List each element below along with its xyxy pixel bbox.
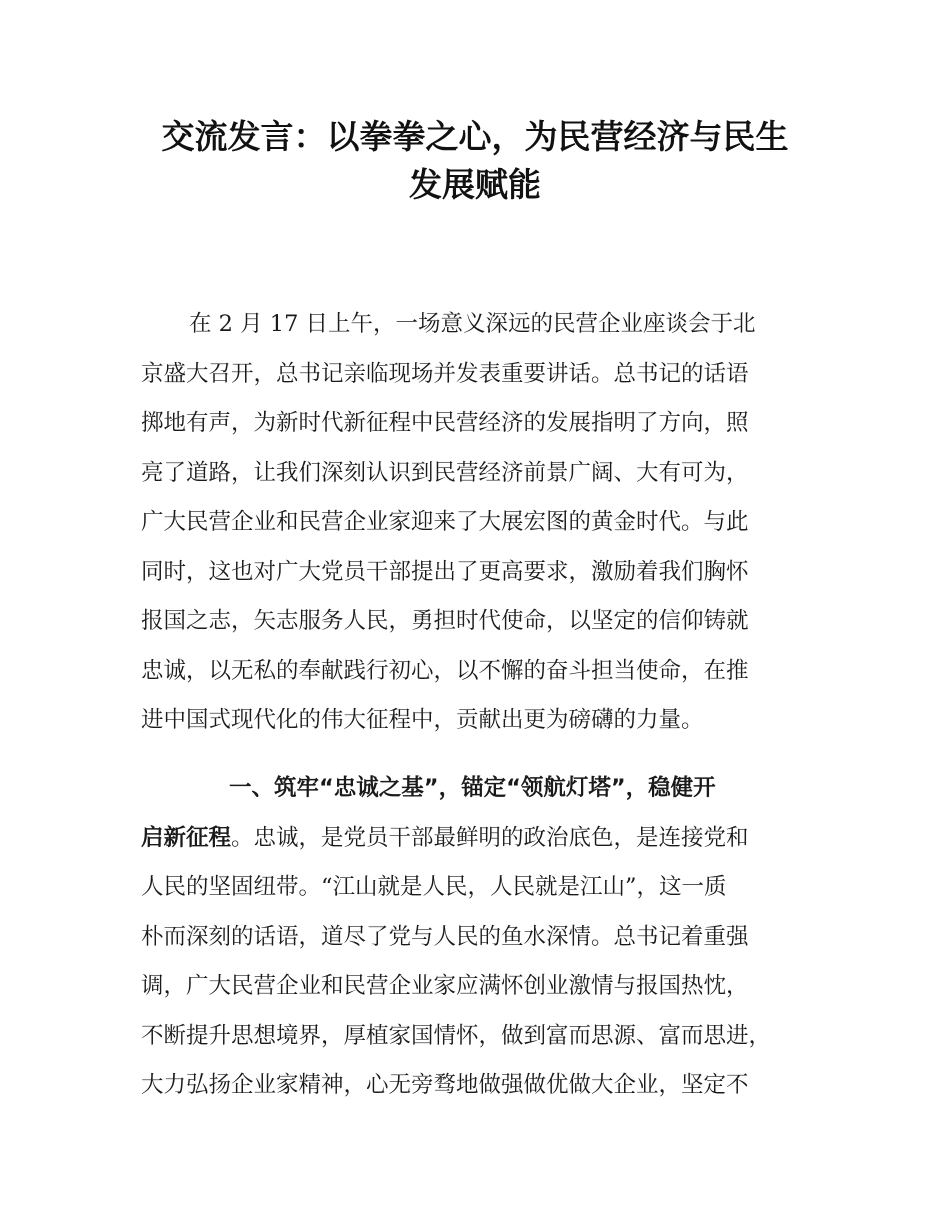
paragraph-line: 朴而深刻的话语，道尽了党与人民的鱼水深情。总书记着重强: [141, 923, 749, 950]
paragraph-line: 大力弘扬企业家精神，心无旁骛地做强做优做大企业，坚定不: [141, 1072, 749, 1098]
section-1-heading-end: 启新征程: [141, 824, 232, 851]
paragraph-line: [141, 814, 831, 864]
paragraph-line: 同时，这也对广大党员干部提出了更高要求，激励着我们胸怀: [141, 558, 749, 585]
title-line-2: 发展赋能: [409, 165, 541, 204]
paragraph-line: 在 2 月 17 日上午，一场意义深远的民营企业座谈会于北: [189, 311, 756, 337]
paragraph-line: 进中国式现代化的伟大征程中，贡献出更为磅礴的力量。: [141, 707, 704, 733]
paragraph-line: 人民的坚固纽带。“江山就是人民，人民就是江山”，这一质: [141, 874, 727, 900]
paragraph-line: 不断提升思想境界，厚植家国情怀，做到富而思源、富而思进，: [141, 1022, 772, 1049]
document-title: [100, 113, 850, 209]
intro-paragraph: [141, 300, 831, 746]
paragraph-line: 忠诚，以无私的奉献践行初心，以不懈的奋斗担当使命，在推: [141, 657, 749, 684]
title-line-1: 交流发言：以拳拳之心，为民营经济与民生: [161, 117, 789, 156]
section-1-text: 。忠诚，是党员干部最鲜明的政治底色，是连接党和: [231, 824, 749, 851]
paragraph-line: 京盛大召开，总书记亲临现场并发表重要讲话。总书记的话语: [141, 360, 749, 387]
paragraph-line: 调，广大民营企业和民营企业家应满怀创业激情与报国热忱，: [141, 973, 749, 999]
section-1-heading: 一、筑牢“忠诚之基”，锚定“领航灯塔”，稳健开: [229, 775, 716, 801]
paragraph-line: 广大民营企业和民营企业家迎来了大展宏图的黄金时代。与此: [141, 509, 749, 535]
section-1-paragraph: [141, 764, 831, 1111]
paragraph-line: 亮了道路，让我们深刻认识到民营经济前景广阔、大有可为，: [141, 459, 749, 486]
paragraph-line: 掷地有声，为新时代新征程中民营经济的发展指明了方向，照: [141, 410, 749, 436]
paragraph-line: 报国之志，矢志服务人民，勇担时代使命，以坚定的信仰铸就: [141, 608, 749, 634]
